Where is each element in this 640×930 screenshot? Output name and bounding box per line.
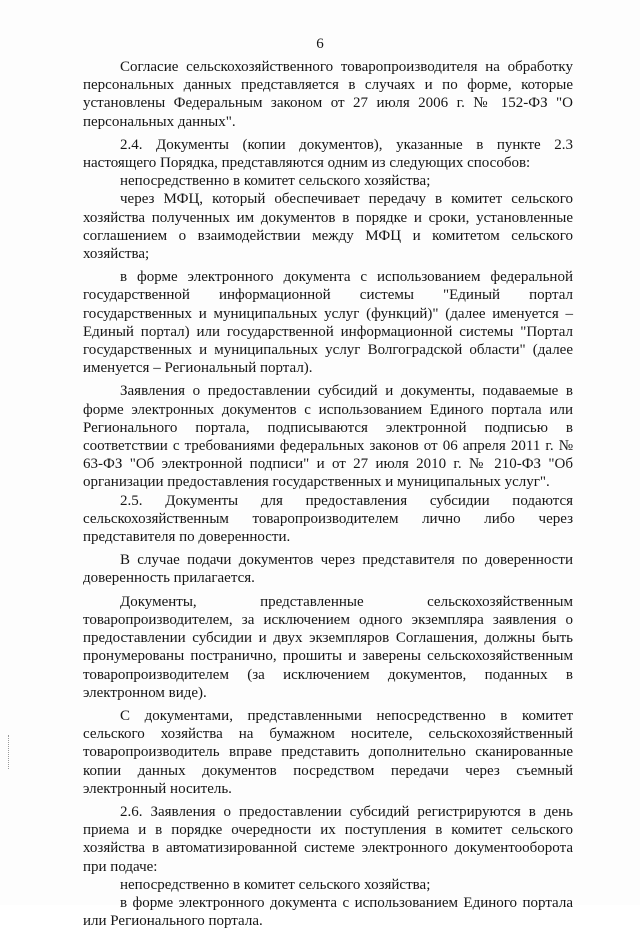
page-number: 6 bbox=[316, 36, 324, 52]
paragraph-consent-personal-data: Согласие сельскохозяйственного товаропроизводителя на обработку персональных данных представляется в случаях и по форме, которые установлены Федеральным законом от 27 июля 2006 г. № 152-ФЗ "О персональных данных". bbox=[83, 59, 573, 130]
paragraph-method-mfc: через МФЦ, который обеспечивает передачу в комитет сельского хозяйства полученных им документов в порядке и сроки, установленные соглашением о взаимодействии между МФЦ и комитетом сельского хозяйства; bbox=[83, 191, 573, 263]
paragraph-method-direct: непосредственно в комитет сельского хозяйства; bbox=[120, 173, 431, 190]
paragraph-registration-electronic: в форме электронного документа с использованием Единого портала или Регионального портала. bbox=[83, 894, 573, 930]
paragraph-electronic-signature: Заявления о предоставлении субсидий и документы, подаваемые в форме электронных документов с использованием Единого портала или Регионального портала, подписываются электронной подписью в соответствии с требованиями федеральных законов от 06 апреля 2011 г. № 63-ФЗ "Об электронной подписи" и от 27 июля 2010 г. № 210-ФЗ "Об организации предоставления государственных и муниципальных услуг". bbox=[83, 383, 573, 491]
paragraph-2-5-personal-or-proxy: 2.5. Документы для предоставления субсидии подаются сельскохозяйственным товаропроизводителем лично либо через представителя по доверенности. bbox=[83, 492, 573, 546]
paragraph-method-electronic: в форме электронного документа с использованием федеральной государственной информационной системы "Единый портал государственных и муниципальных услуг (функций)" (далее именуется – Единый портал) или государственной информационной системы "Портал государственных и муниципальных услуг Волгоградской области" (далее именуется – Региональный портал). bbox=[83, 269, 573, 377]
paragraph-2-6-registration: 2.6. Заявления о предоставлении субсидий регистрируются в день приема и в порядке очередности их поступления в комитет сельского хозяйства в автоматизированной системе электронного документооборота при подаче: bbox=[83, 803, 573, 875]
paragraph-2-4-submission-methods: 2.4. Документы (копии документов), указанные в пункте 2.3 настоящего Порядка, представляются одним из следующих способов: bbox=[83, 136, 573, 172]
paragraph-registration-direct: непосредственно в комитет сельского хозяйства; bbox=[120, 876, 431, 893]
paragraph-scanned-copies: С документами, представленными непосредственно в комитет сельского хозяйства на бумажном носителе, сельскохозяйственный товаропроизводитель вправе представить дополнительно сканированные копии данных документов посредством передачи через съемный электронный носитель. bbox=[83, 707, 573, 797]
paragraph-proxy-attached: В случае подачи документов через представителя по доверенности доверенность прилагается. bbox=[83, 552, 573, 587]
scan-margin-mark bbox=[8, 735, 10, 769]
document-body bbox=[83, 58, 573, 930]
paragraph-documents-numbered: Документы, представленные сельскохозяйственным товаропроизводителем, за исключением одного экземпляра заявления о предоставлении субсидии и двух экземпляров Соглашения, должны быть пронумерованы постранично, прошиты и заверены сельскохозяйственным товаропроизводителем (за исключением документов, поданных в электронном виде). bbox=[83, 593, 573, 701]
